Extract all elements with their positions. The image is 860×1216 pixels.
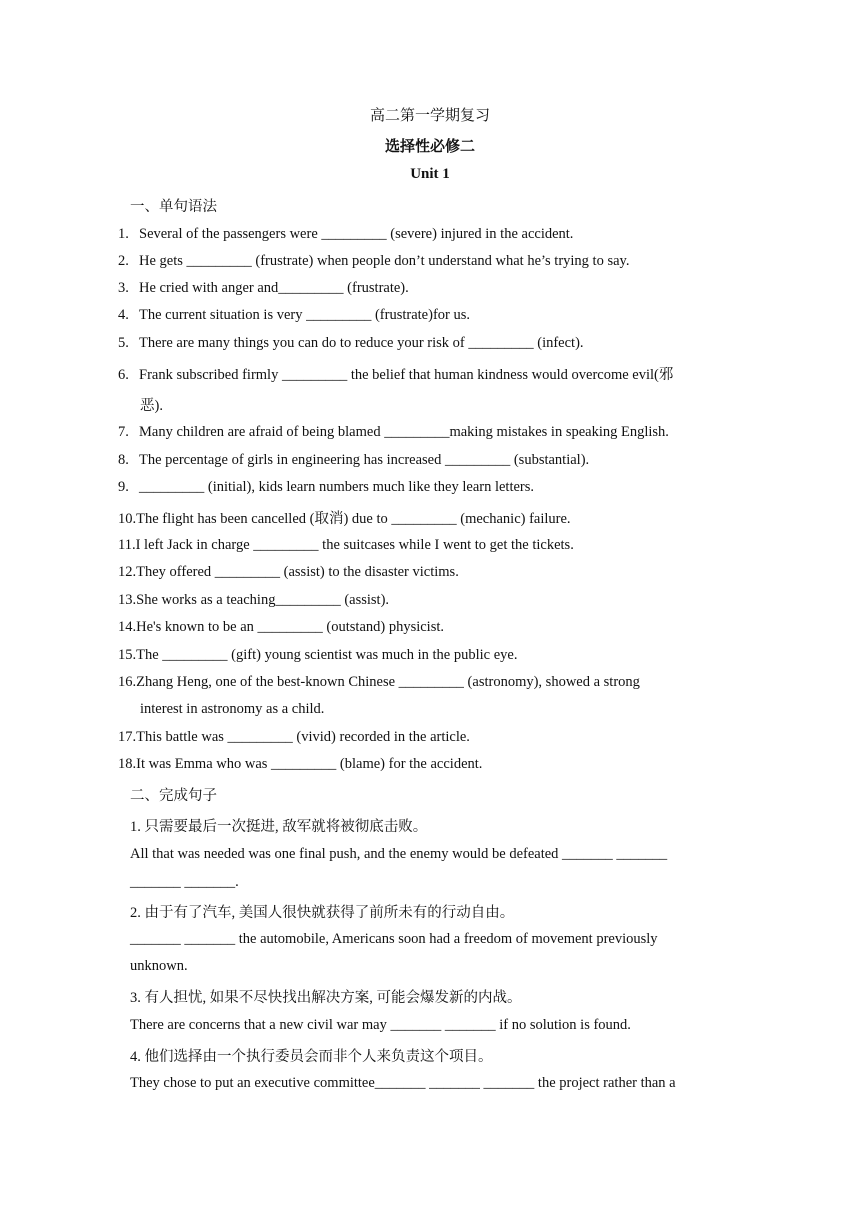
item-text: The flight has been cancelled (取消) due to _________ (mechanic) failure. [136, 511, 571, 527]
item-number: 16. [118, 674, 137, 690]
item-text: It was Emma who was _________ (blame) for the accident. [136, 756, 483, 772]
item-number: 8. [118, 452, 129, 468]
section-heading-sentences: 二、完成句子 [130, 788, 217, 804]
grammar-item [118, 592, 389, 609]
item-number: 15. [118, 647, 137, 663]
item-number: 17. [118, 729, 137, 745]
grammar-item [118, 756, 482, 773]
grammar-item [118, 226, 573, 243]
grammar-item [118, 564, 459, 581]
item-text: They offered _________ (assist) to the disaster victims. [136, 564, 459, 580]
item-text: He's known to be an _________ (outstand) physicist. [136, 619, 445, 635]
grammar-item [118, 537, 574, 554]
grammar-item [118, 729, 470, 746]
sentence-english: They chose to put an executive committee_______ _______ _______ the project rather than a [130, 1075, 676, 1091]
item-number: 9. [118, 479, 129, 495]
item-number: 1. [118, 226, 129, 242]
item-text: Zhang Heng, one of the best-known Chinese _________ (astronomy), showed a strong [136, 674, 640, 690]
sentence-english: _______ _______ the automobile, Americans soon had a freedom of movement previously [130, 931, 658, 947]
sentence-chinese: 2. 由于有了汽车, 美国人很快就获得了前所未有的行动自由。 [130, 905, 515, 921]
sentence-chinese: 3. 有人担忧, 如果不尽快找出解决方案, 可能会爆发新的内战。 [130, 990, 522, 1006]
item-text: Several of the passengers were _________ (severe) injured in the accident. [139, 226, 574, 242]
item-text: The current situation is very _________ (frustrate)for us. [139, 307, 470, 323]
item-text: This battle was _________ (vivid) recorded in the article. [136, 729, 470, 745]
grammar-item [118, 452, 589, 469]
item-text: He gets _________ (frustrate) when people don’t understand what he’s trying to say. [139, 253, 630, 269]
sentence-chinese: 1. 只需要最后一次挺进, 敌军就将被彻底击败。 [130, 819, 428, 835]
grammar-item [118, 335, 584, 352]
item-text: Frank subscribed firmly _________ the belief that human kindness would overcome evil(邪 [139, 367, 674, 383]
sentence-english-cont: unknown. [130, 958, 188, 974]
sentence-english: All that was needed was one final push, and the enemy would be defeated _______ _______ [130, 846, 668, 862]
item-number: 6. [118, 367, 129, 383]
item-number: 11. [118, 537, 136, 553]
grammar-item [118, 507, 571, 528]
item-number: 13. [118, 592, 137, 608]
sentence-chinese: 4. 他们选择由一个执行委员会而非个人来负责这个项目。 [130, 1049, 493, 1065]
item-number: 4. [118, 307, 129, 323]
grammar-item [118, 363, 673, 384]
item-text: The percentage of girls in engineering has increased _________ (substantial). [139, 452, 590, 468]
item-continuation: 恶). [140, 398, 163, 414]
item-number: 5. [118, 335, 129, 351]
grammar-item [118, 253, 629, 270]
item-text: He cried with anger and_________ (frustrate). [139, 280, 409, 296]
grammar-item [118, 479, 534, 496]
item-number: 10. [118, 511, 137, 527]
sentence-english: There are concerns that a new civil war may _______ _______ if no solution is found. [130, 1017, 631, 1033]
grammar-item [118, 647, 517, 664]
item-text: There are many things you can do to reduce your risk of _________ (infect). [139, 335, 584, 351]
item-number: 3. [118, 280, 129, 296]
item-text: She works as a teaching_________ (assist). [136, 592, 390, 608]
grammar-item [118, 424, 669, 441]
section-heading-grammar: 一、单句语法 [130, 199, 217, 215]
grammar-item [118, 307, 470, 324]
item-number: 12. [118, 564, 137, 580]
item-text: The _________ (gift) young scientist was much in the public eye. [136, 647, 518, 663]
unit-title: Unit 1 [410, 166, 450, 182]
grammar-item [118, 619, 444, 636]
document-subtitle: 选择性必修二 [384, 139, 475, 155]
grammar-item [118, 674, 640, 691]
item-number: 2. [118, 253, 129, 269]
item-number: 14. [118, 619, 137, 635]
item-number: 7. [118, 424, 129, 440]
item-text: _________ (initial), kids learn numbers much like they learn letters. [139, 479, 535, 495]
grammar-item [118, 280, 409, 297]
item-number: 18. [118, 756, 137, 772]
sentence-english-cont: _______ _______. [130, 874, 239, 890]
document-title: 高二第一学期复习 [369, 108, 490, 124]
item-text: I left Jack in charge _________ the suitcases while I went to get the tickets. [135, 537, 574, 553]
item-text: Many children are afraid of being blamed _________making mistakes in speaking English. [139, 424, 669, 440]
item-continuation: interest in astronomy as a child. [140, 701, 325, 717]
